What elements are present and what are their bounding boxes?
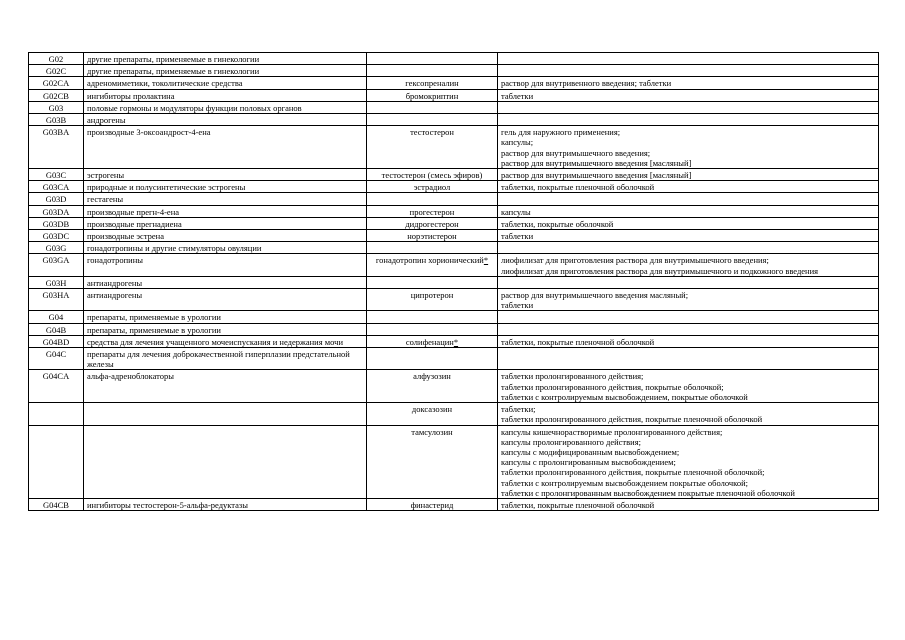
dosage-forms-cell: [498, 370, 879, 403]
table-row: [29, 217, 879, 229]
drug-name-text: эстрадиол: [413, 182, 451, 193]
table-row: [29, 101, 879, 113]
atc-code-cell: G03C: [29, 169, 84, 181]
group-name-cell: гестагены: [84, 193, 367, 205]
drug-name-cell: [367, 403, 498, 425]
dosage-forms-cell: [498, 217, 879, 229]
drug-name-cell: [367, 311, 498, 323]
dosage-form-line: таблетки, покрытые пленочной оболочкой: [501, 336, 655, 347]
dosage-forms-cell: [498, 425, 879, 498]
drug-name-text: тамсулозин: [411, 426, 453, 437]
table-row: [29, 230, 879, 242]
atc-code-cell: G04B: [29, 323, 84, 335]
group-name-cell: гонадотропины: [84, 254, 367, 276]
table-row: [29, 254, 879, 276]
dosage-form-line: капсулы: [501, 206, 531, 217]
atc-code-cell: G03HA: [29, 289, 84, 311]
dosage-form-line: гель для наружного применения;: [501, 127, 621, 138]
table-row: [29, 403, 879, 425]
footnote-asterisk-link[interactable]: *: [483, 255, 489, 266]
drug-name-text: гонадотропин хорионический: [375, 255, 484, 266]
atc-code-cell: [29, 425, 84, 498]
drug-name-cell: [367, 89, 498, 101]
drug-name-text: прогестерон: [409, 206, 455, 217]
drug-name-cell: [367, 77, 498, 89]
dosage-form-line: таблетки;: [501, 404, 536, 415]
atc-code-cell: G02CA: [29, 77, 84, 89]
drug-name-cell: [367, 242, 498, 254]
group-name-cell: половые гормоны и модуляторы функции половых органов: [84, 101, 367, 113]
dosage-form-line: таблетки: [501, 300, 534, 311]
table-row: [29, 289, 879, 311]
atc-code-cell: G03: [29, 101, 84, 113]
dosage-form-line: капсулы с модифицированным высвобождением;: [501, 446, 680, 457]
atc-code-cell: G04CB: [29, 498, 84, 510]
table-row: [29, 53, 879, 65]
dosage-form-line: лиофилизат для приготовления раствора для внутримышечного введения;: [501, 255, 769, 266]
atc-code-cell: G02CB: [29, 89, 84, 101]
drug-classification-table: [28, 52, 879, 511]
drug-name-cell: [367, 65, 498, 77]
dosage-forms-cell: [498, 230, 879, 242]
dosage-forms-cell: [498, 311, 879, 323]
atc-code-cell: G03DC: [29, 230, 84, 242]
dosage-form-line: раствор для внутримышечного введения [масляный]: [501, 157, 692, 168]
group-name-cell: средства для лечения учащенного мочеиспускания и недержания мочи: [84, 335, 367, 347]
atc-code-cell: G03DA: [29, 205, 84, 217]
table-row: [29, 193, 879, 205]
group-name-cell: другие препараты, применяемые в гинекологии: [84, 53, 367, 65]
dosage-forms-cell: [498, 323, 879, 335]
drug-name-cell: [367, 169, 498, 181]
drug-name-cell: [367, 101, 498, 113]
dosage-forms-cell: [498, 169, 879, 181]
drug-name-text: тестостерон (смесь эфиров): [381, 170, 483, 181]
dosage-form-line: таблетки, покрытые оболочкой: [501, 218, 614, 229]
dosage-forms-cell: [498, 126, 879, 169]
group-name-cell: андрогены: [84, 114, 367, 126]
drug-name-cell: [367, 276, 498, 288]
table-row: [29, 89, 879, 101]
drug-name-cell: [367, 126, 498, 169]
dosage-form-line: лиофилизат для приготовления раствора для внутримышечного и подкожного введения: [501, 265, 819, 276]
atc-code-cell: G03CA: [29, 181, 84, 193]
group-name-cell: производные эстрена: [84, 230, 367, 242]
table-body: [29, 53, 879, 511]
drug-name-cell: [367, 370, 498, 403]
group-name-cell: препараты для лечения доброкачественной гиперплазии предстательной железы: [84, 348, 367, 370]
drug-name-cell: [367, 181, 498, 193]
dosage-form-line: капсулы кишечнорастворимые пролонгированного действия;: [501, 426, 723, 437]
atc-code-cell: G03H: [29, 276, 84, 288]
drug-name-cell: [367, 498, 498, 510]
atc-code-cell: G03D: [29, 193, 84, 205]
table-row: [29, 77, 879, 89]
table-row: [29, 242, 879, 254]
drug-name-cell: [367, 217, 498, 229]
drug-name-text: норэтистерон: [407, 231, 457, 242]
drug-name-text: ципротерон: [410, 290, 454, 301]
table-row: [29, 370, 879, 403]
group-name-cell: производные прегнадиена: [84, 217, 367, 229]
atc-code-cell: G04C: [29, 348, 84, 370]
dosage-forms-cell: [498, 181, 879, 193]
atc-code-cell: G02: [29, 53, 84, 65]
atc-code-cell: G03BA: [29, 126, 84, 169]
group-name-cell: препараты, применяемые в урологии: [84, 311, 367, 323]
drug-name-cell: [367, 348, 498, 370]
dosage-form-line: таблетки с контролируемым высвобождением, покрытые оболочкой: [501, 391, 748, 402]
group-name-cell: производные прегн-4-ена: [84, 205, 367, 217]
table-row: [29, 498, 879, 510]
dosage-forms-cell: [498, 242, 879, 254]
dosage-form-line: таблетки пролонгированного действия, покрытые оболочкой;: [501, 381, 724, 392]
table-row: [29, 425, 879, 498]
atc-code-cell: [29, 403, 84, 425]
dosage-form-line: капсулы с пролонгированным высвобождением;: [501, 457, 676, 468]
table-row: [29, 169, 879, 181]
table-row: [29, 114, 879, 126]
dosage-form-line: раствор для внутримышечного введения;: [501, 147, 651, 158]
group-name-cell: производные 3-оксоандрост-4-ена: [84, 126, 367, 169]
drug-name-text: доксазозин: [411, 404, 453, 415]
dosage-forms-cell: [498, 114, 879, 126]
dosage-form-line: раствор для внутримышечного введения масляный;: [501, 290, 689, 301]
dosage-forms-cell: [498, 101, 879, 113]
dosage-forms-cell: [498, 89, 879, 101]
table-row: [29, 205, 879, 217]
group-name-cell: ингибиторы тестостерон-5-альфа-редуктазы: [84, 498, 367, 510]
dosage-forms-cell: [498, 53, 879, 65]
atc-code-cell: G03GA: [29, 254, 84, 276]
dosage-forms-cell: [498, 193, 879, 205]
group-name-cell: эстрогены: [84, 169, 367, 181]
group-name-cell: препараты, применяемые в урологии: [84, 323, 367, 335]
drug-name-cell: [367, 425, 498, 498]
dosage-forms-cell: [498, 77, 879, 89]
group-name-cell: природные и полусинтетические эстрогены: [84, 181, 367, 193]
dosage-forms-cell: [498, 289, 879, 311]
atc-code-cell: G02C: [29, 65, 84, 77]
dosage-form-line: таблетки с пролонгированным высвобождением покрытые пленочной оболочкой: [501, 487, 795, 498]
drug-name-cell: [367, 254, 498, 276]
drug-name-text: солифенацин: [405, 336, 454, 347]
group-name-cell: ингибиторы пролактина: [84, 89, 367, 101]
drug-name-text: тестостерон: [410, 127, 454, 138]
drug-name-cell: [367, 323, 498, 335]
atc-code-cell: G04: [29, 311, 84, 323]
table-row: [29, 181, 879, 193]
drug-name-text: финастерид: [410, 499, 454, 510]
dosage-forms-cell: [498, 254, 879, 276]
drug-name-cell: [367, 289, 498, 311]
table-row: [29, 311, 879, 323]
atc-code-cell: G04BD: [29, 335, 84, 347]
drug-name-cell: [367, 205, 498, 217]
dosage-forms-cell: [498, 205, 879, 217]
dosage-forms-cell: [498, 403, 879, 425]
dosage-form-line: капсулы пролонгированного действия;: [501, 436, 641, 447]
dosage-form-line: таблетки, покрытые пленочной оболочкой: [501, 499, 655, 510]
dosage-forms-cell: [498, 335, 879, 347]
drug-name-text: алфузозин: [413, 371, 451, 382]
atc-code-cell: G03B: [29, 114, 84, 126]
dosage-forms-cell: [498, 498, 879, 510]
table-row: [29, 65, 879, 77]
dosage-form-line: таблетки: [501, 90, 534, 101]
drug-name-text: бромокриптин: [405, 90, 459, 101]
group-name-cell: альфа-адреноблокаторы: [84, 370, 367, 403]
dosage-form-line: раствор для внутривенного введения; таблетки: [501, 78, 672, 89]
drug-name-cell: [367, 53, 498, 65]
group-name-cell: антиандрогены: [84, 276, 367, 288]
group-name-cell: [84, 403, 367, 425]
dosage-form-line: таблетки с контролируемым высвобождением покрытые оболочкой;: [501, 477, 749, 488]
atc-code-cell: G03G: [29, 242, 84, 254]
dosage-form-line: раствор для внутримышечного введения [масляный]: [501, 170, 692, 181]
atc-code-cell: G03DB: [29, 217, 84, 229]
group-name-cell: другие препараты, применяемые в гинекологии: [84, 65, 367, 77]
dosage-forms-cell: [498, 348, 879, 370]
drug-name-text: дидрогестерон: [405, 218, 459, 229]
drug-name-text: гексопреналин: [405, 78, 459, 89]
dosage-form-line: таблетки, покрытые пленочной оболочкой: [501, 182, 655, 193]
group-name-cell: [84, 425, 367, 498]
drug-name-cell: [367, 193, 498, 205]
group-name-cell: антиандрогены: [84, 289, 367, 311]
table-row: [29, 276, 879, 288]
drug-name-cell: [367, 230, 498, 242]
dosage-form-line: таблетки пролонгированного действия, покрытые пленочной оболочкой;: [501, 467, 765, 478]
drug-name-cell: [367, 335, 498, 347]
atc-code-cell: G04CA: [29, 370, 84, 403]
group-name-cell: адреномиметики, токолитические средства: [84, 77, 367, 89]
dosage-form-line: капсулы;: [501, 137, 534, 148]
footnote-asterisk-link[interactable]: *: [453, 336, 459, 347]
dosage-form-line: таблетки пролонгированного действия;: [501, 371, 644, 382]
table-row: [29, 348, 879, 370]
dosage-forms-cell: [498, 276, 879, 288]
table-row: [29, 126, 879, 169]
dosage-forms-cell: [498, 65, 879, 77]
drug-name-cell: [367, 114, 498, 126]
group-name-cell: гонадотропины и другие стимуляторы овуляции: [84, 242, 367, 254]
dosage-form-line: таблетки: [501, 231, 534, 242]
table-row: [29, 335, 879, 347]
dosage-form-line: таблетки пролонгированного действия, покрытые пленочной оболочкой: [501, 414, 763, 425]
table-row: [29, 323, 879, 335]
